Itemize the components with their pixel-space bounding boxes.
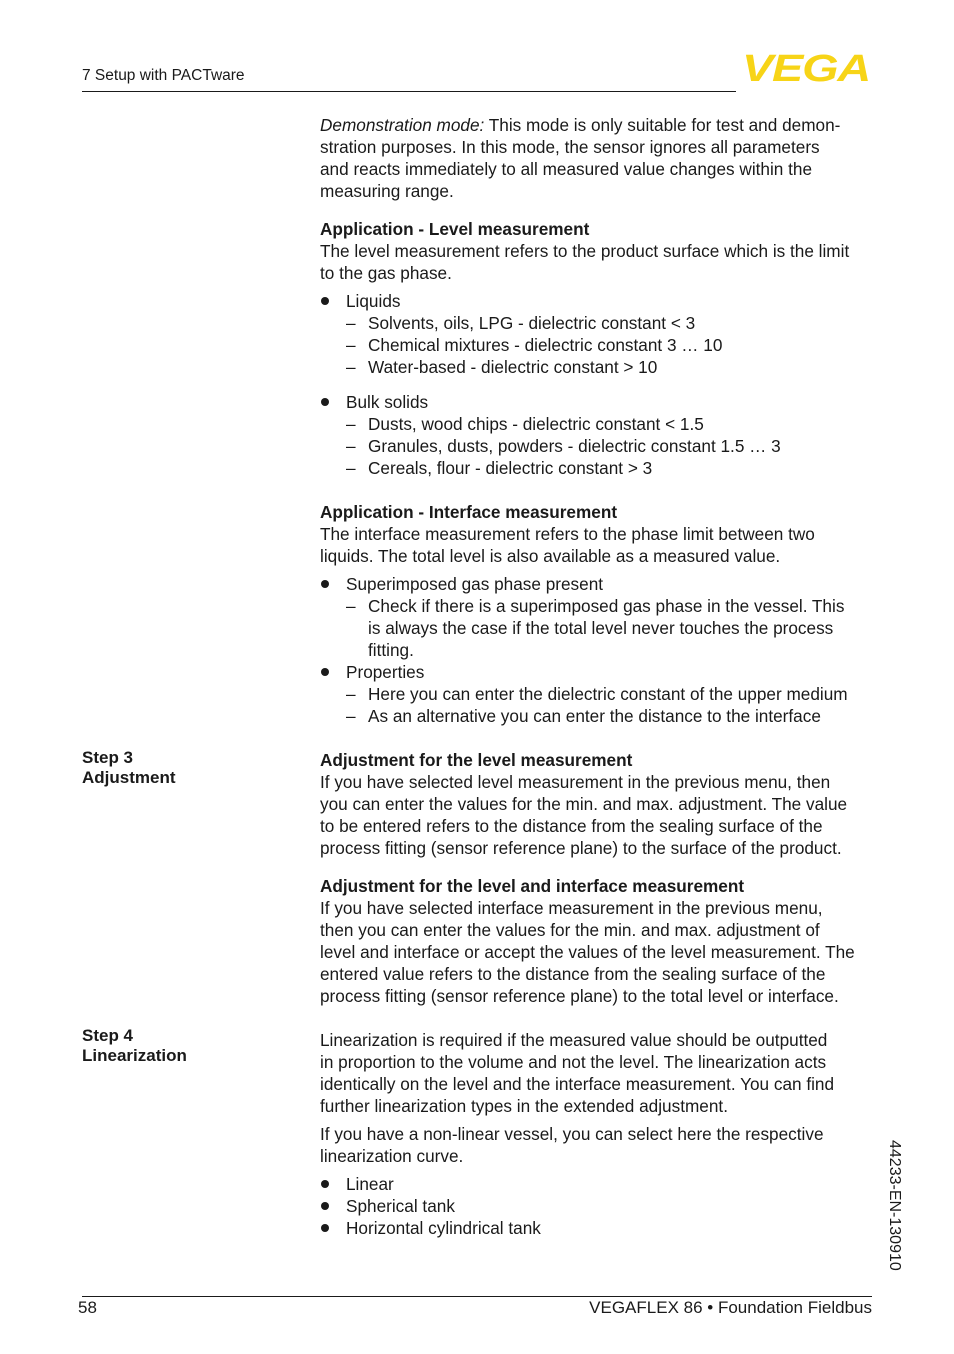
list-item: Superimposed gas phase present – Check if there is a superimposed gas phase in the vessel. This is always the case if the total level never touches the process fitting. bbox=[320, 573, 880, 661]
list-item: Linear bbox=[320, 1173, 880, 1195]
heading-application-level: Application - Level measurement bbox=[320, 219, 590, 239]
linearization-curve-list bbox=[320, 1173, 880, 1239]
list-item: Spherical tank bbox=[320, 1195, 880, 1217]
step4-label: Step 4 Linearization bbox=[82, 1026, 187, 1065]
list-item: Bulk solids – Dusts, wood chips - dielectric constant < 1.5 – Granules, dusts, powders - dielectric constant 1.5 … 3 – Cereals, flour - dielectric constant > 3 bbox=[320, 391, 880, 479]
list-item: Liquids – Solvents, oils, LPG - dielectric constant < 3 – Chemical mixtures - dielectric constant 3 … 10 – Water-based - dielectric constant > 10 bbox=[320, 290, 880, 378]
header-divider bbox=[82, 91, 736, 92]
footer-title: VEGAFLEX 86 • Foundation Fieldbus bbox=[589, 1298, 872, 1317]
linearization-text: Linearization is required if the measured value should be outputted bbox=[320, 1030, 828, 1050]
step3-label: Step 3 Adjustment bbox=[82, 748, 176, 787]
level-application-list bbox=[320, 290, 880, 378]
svg-text:VEGA: VEGA bbox=[742, 52, 870, 84]
demo-paragraph: Demonstration mode: This mode is only suitable for test and demon- bbox=[320, 115, 841, 135]
heading-application-interface: Application - Interface measurement bbox=[320, 502, 618, 522]
heading-adjustment-interface: Adjustment for the level and interface measurement bbox=[320, 876, 745, 896]
page-number: 58 bbox=[78, 1298, 97, 1317]
interface-application-list bbox=[320, 573, 880, 727]
main-content: Demonstration mode: This mode is only suitable for test and demon- stration purposes. In this mode, the sensor ignores all parameters and reacts immediately to all measured value changes within the measuring range. Application - Level measurement The level measurement refers to the product surface which is the limit to the gas phase. Liquids – Solvents, oils, LPG - dielectric constant < 3 – Chemical mixtures - dielectric constant 3 … 10 – Water-based - dielectric constant > 10 Bulk solids – Dusts, wood chips - dielectric constant < 1.5 – Granules, dusts, powders - dielectric constant 1.5 … 3 – Cereals, flour - dielectric constant > 3 Application - Interface measurement The interface measurement refers to the phase limit between two liquids. The total level is also available as a measured value. Superimposed gas phase present – Check if there is a superimposed gas phase in the vessel. This is always the case if the total level never touches the process fitting. Properties – Here you can enter the dielectric constant of the upper medium – As an alternative you can enter the distance to the interface Adjustment for the level measurement If you have selected level measurement in the previous menu, then you can enter the values for the min. and max. adjustment. The value to be entered refers to the distance from the sealing surface of the process fitting (sensor reference plane) to the surface of the product. Adjustment for the level and interface measurement If you have selected interface measurement in the previous menu, then you can enter the values for the min. and max. adjustment of level and interface or accept the values of the level measurement. The entered value refers to the distance from the sealing surface of the process fitting (sensor reference plane) to the total level or interface. Linearization is required if the measured value should be outputted in proportion to the volume and not the level. The linearization acts identically on the level and the interface measurement. You can find further linearization types in the extended adjustment. If you have a non-linear vessel, you can select here the respective linearization curve. Linear Spherical tank Horizontal cylindrical tank bbox=[320, 114, 880, 1239]
list-item: Properties – Here you can enter the dielectric constant of the upper medium – As an alternative you can enter the distance to the interface bbox=[320, 661, 880, 727]
heading-adjustment-level: Adjustment for the level measurement bbox=[320, 750, 633, 770]
section-header: 7 Setup with PACTware bbox=[82, 67, 245, 84]
document-code: 44233-EN-130910 bbox=[886, 1140, 903, 1271]
vega-logo bbox=[742, 52, 872, 84]
list-item: Horizontal cylindrical tank bbox=[320, 1217, 880, 1239]
footer-divider bbox=[82, 1296, 872, 1297]
bulk-solids-list bbox=[320, 391, 880, 479]
